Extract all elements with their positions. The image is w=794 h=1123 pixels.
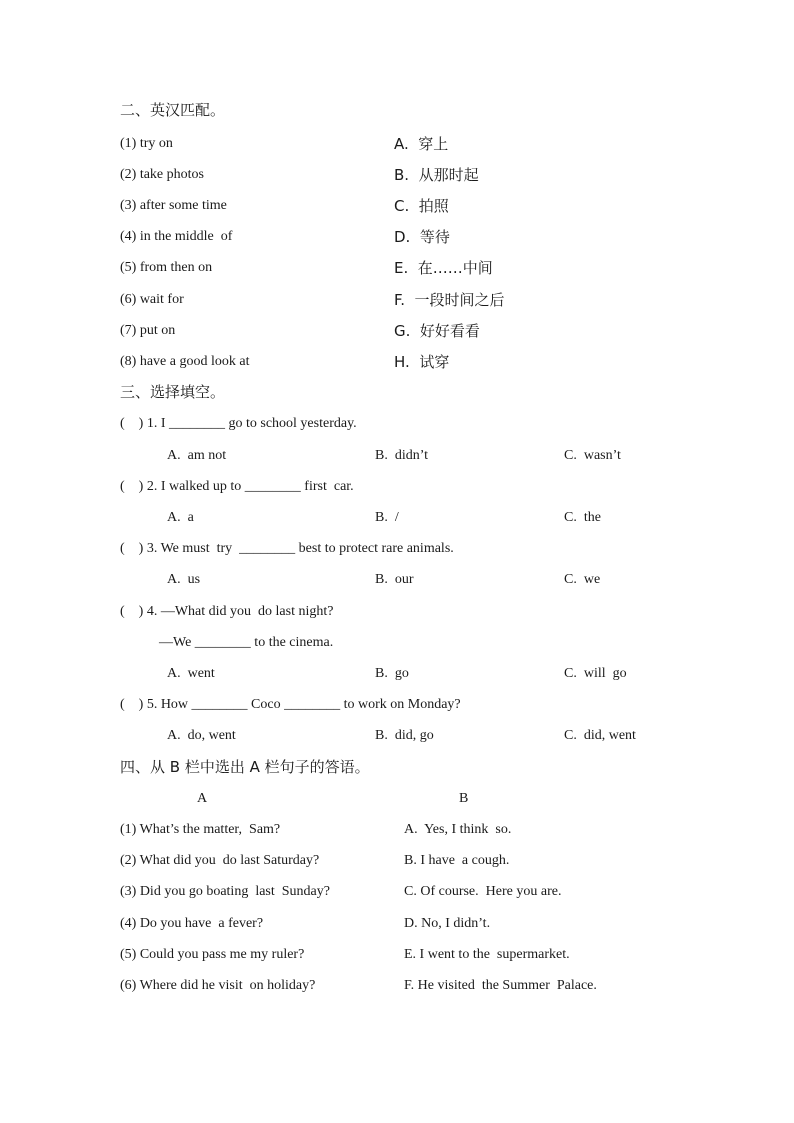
matching-left-item: (7) put on [120, 323, 176, 338]
matching-left-item: (1) try on [120, 136, 173, 151]
qa-left-item: (5) Could you pass me my ruler? [120, 947, 305, 962]
option-b: B. / [375, 510, 399, 525]
matching-right-item: E. 在……中间 [394, 259, 493, 277]
question-stem: ( ) 3. We must try ________ best to protect rare animals. [120, 541, 454, 556]
option-a: A. do, went [167, 728, 236, 743]
matching-left-item: (3) after some time [120, 198, 227, 213]
option-b: B. go [375, 666, 409, 681]
matching-right-item: A. 穿上 [394, 135, 449, 153]
option-a: A. us [167, 572, 201, 587]
qa-right-item: A. Yes, I think so. [404, 822, 512, 837]
option-c: C. wasn’t [564, 448, 621, 463]
matching-left-item: (6) wait for [120, 292, 184, 307]
choice-heading: 三、选择填空。 [120, 383, 226, 401]
option-c: C. the [564, 510, 601, 525]
qa-left-item: (2) What did you do last Saturday? [120, 853, 320, 868]
option-a: A. a [167, 510, 194, 525]
qa-right-item: E. I went to the supermarket. [404, 947, 570, 962]
matching-heading: 二、英汉匹配。 [120, 101, 226, 119]
matching-right-item: C. 拍照 [394, 197, 449, 215]
column-a-header: A [197, 791, 208, 806]
option-b: B. did, go [375, 728, 434, 743]
option-c: C. will go [564, 666, 627, 681]
qa-left-item: (1) What’s the matter, Sam? [120, 822, 281, 837]
question-stem: ( ) 4. —What did you do last night? [120, 604, 334, 619]
qa-heading: 四、从 B 栏中选出 A 栏句子的答语。 [120, 758, 370, 776]
column-b-header: B [459, 791, 469, 806]
matching-left-item: (2) take photos [120, 167, 204, 182]
matching-left-item: (8) have a good look at [120, 354, 250, 369]
matching-left-item: (5) from then on [120, 260, 213, 275]
matching-right-item: H. 试穿 [394, 353, 450, 371]
option-c: C. did, went [564, 728, 636, 743]
matching-right-item: D. 等待 [394, 228, 450, 246]
question-stem: ( ) 5. How ________ Coco ________ to work on Monday? [120, 697, 461, 712]
matching-left-item: (4) in the middle of [120, 229, 233, 244]
option-b: B. our [375, 572, 414, 587]
question-stem: ( ) 1. I ________ go to school yesterday. [120, 416, 357, 431]
qa-right-item: D. No, I didn’t. [404, 916, 491, 931]
matching-right-item: G. 好好看看 [394, 322, 480, 340]
option-b: B. didn’t [375, 448, 429, 463]
matching-right-item: B. 从那时起 [394, 166, 479, 184]
qa-right-item: C. Of course. Here you are. [404, 884, 562, 899]
qa-right-item: B. I have a cough. [404, 853, 510, 868]
question-stem-reply: —We ________ to the cinema. [159, 635, 334, 650]
option-c: C. we [564, 572, 601, 587]
qa-left-item: (6) Where did he visit on holiday? [120, 978, 316, 993]
qa-left-item: (4) Do you have a fever? [120, 916, 264, 931]
option-a: A. am not [167, 448, 227, 463]
option-a: A. went [167, 666, 215, 681]
qa-left-item: (3) Did you go boating last Sunday? [120, 884, 330, 899]
question-stem: ( ) 2. I walked up to ________ first car. [120, 479, 354, 494]
matching-right-item: F. 一段时间之后 [394, 291, 505, 309]
qa-right-item: F. He visited the Summer Palace. [404, 978, 597, 993]
